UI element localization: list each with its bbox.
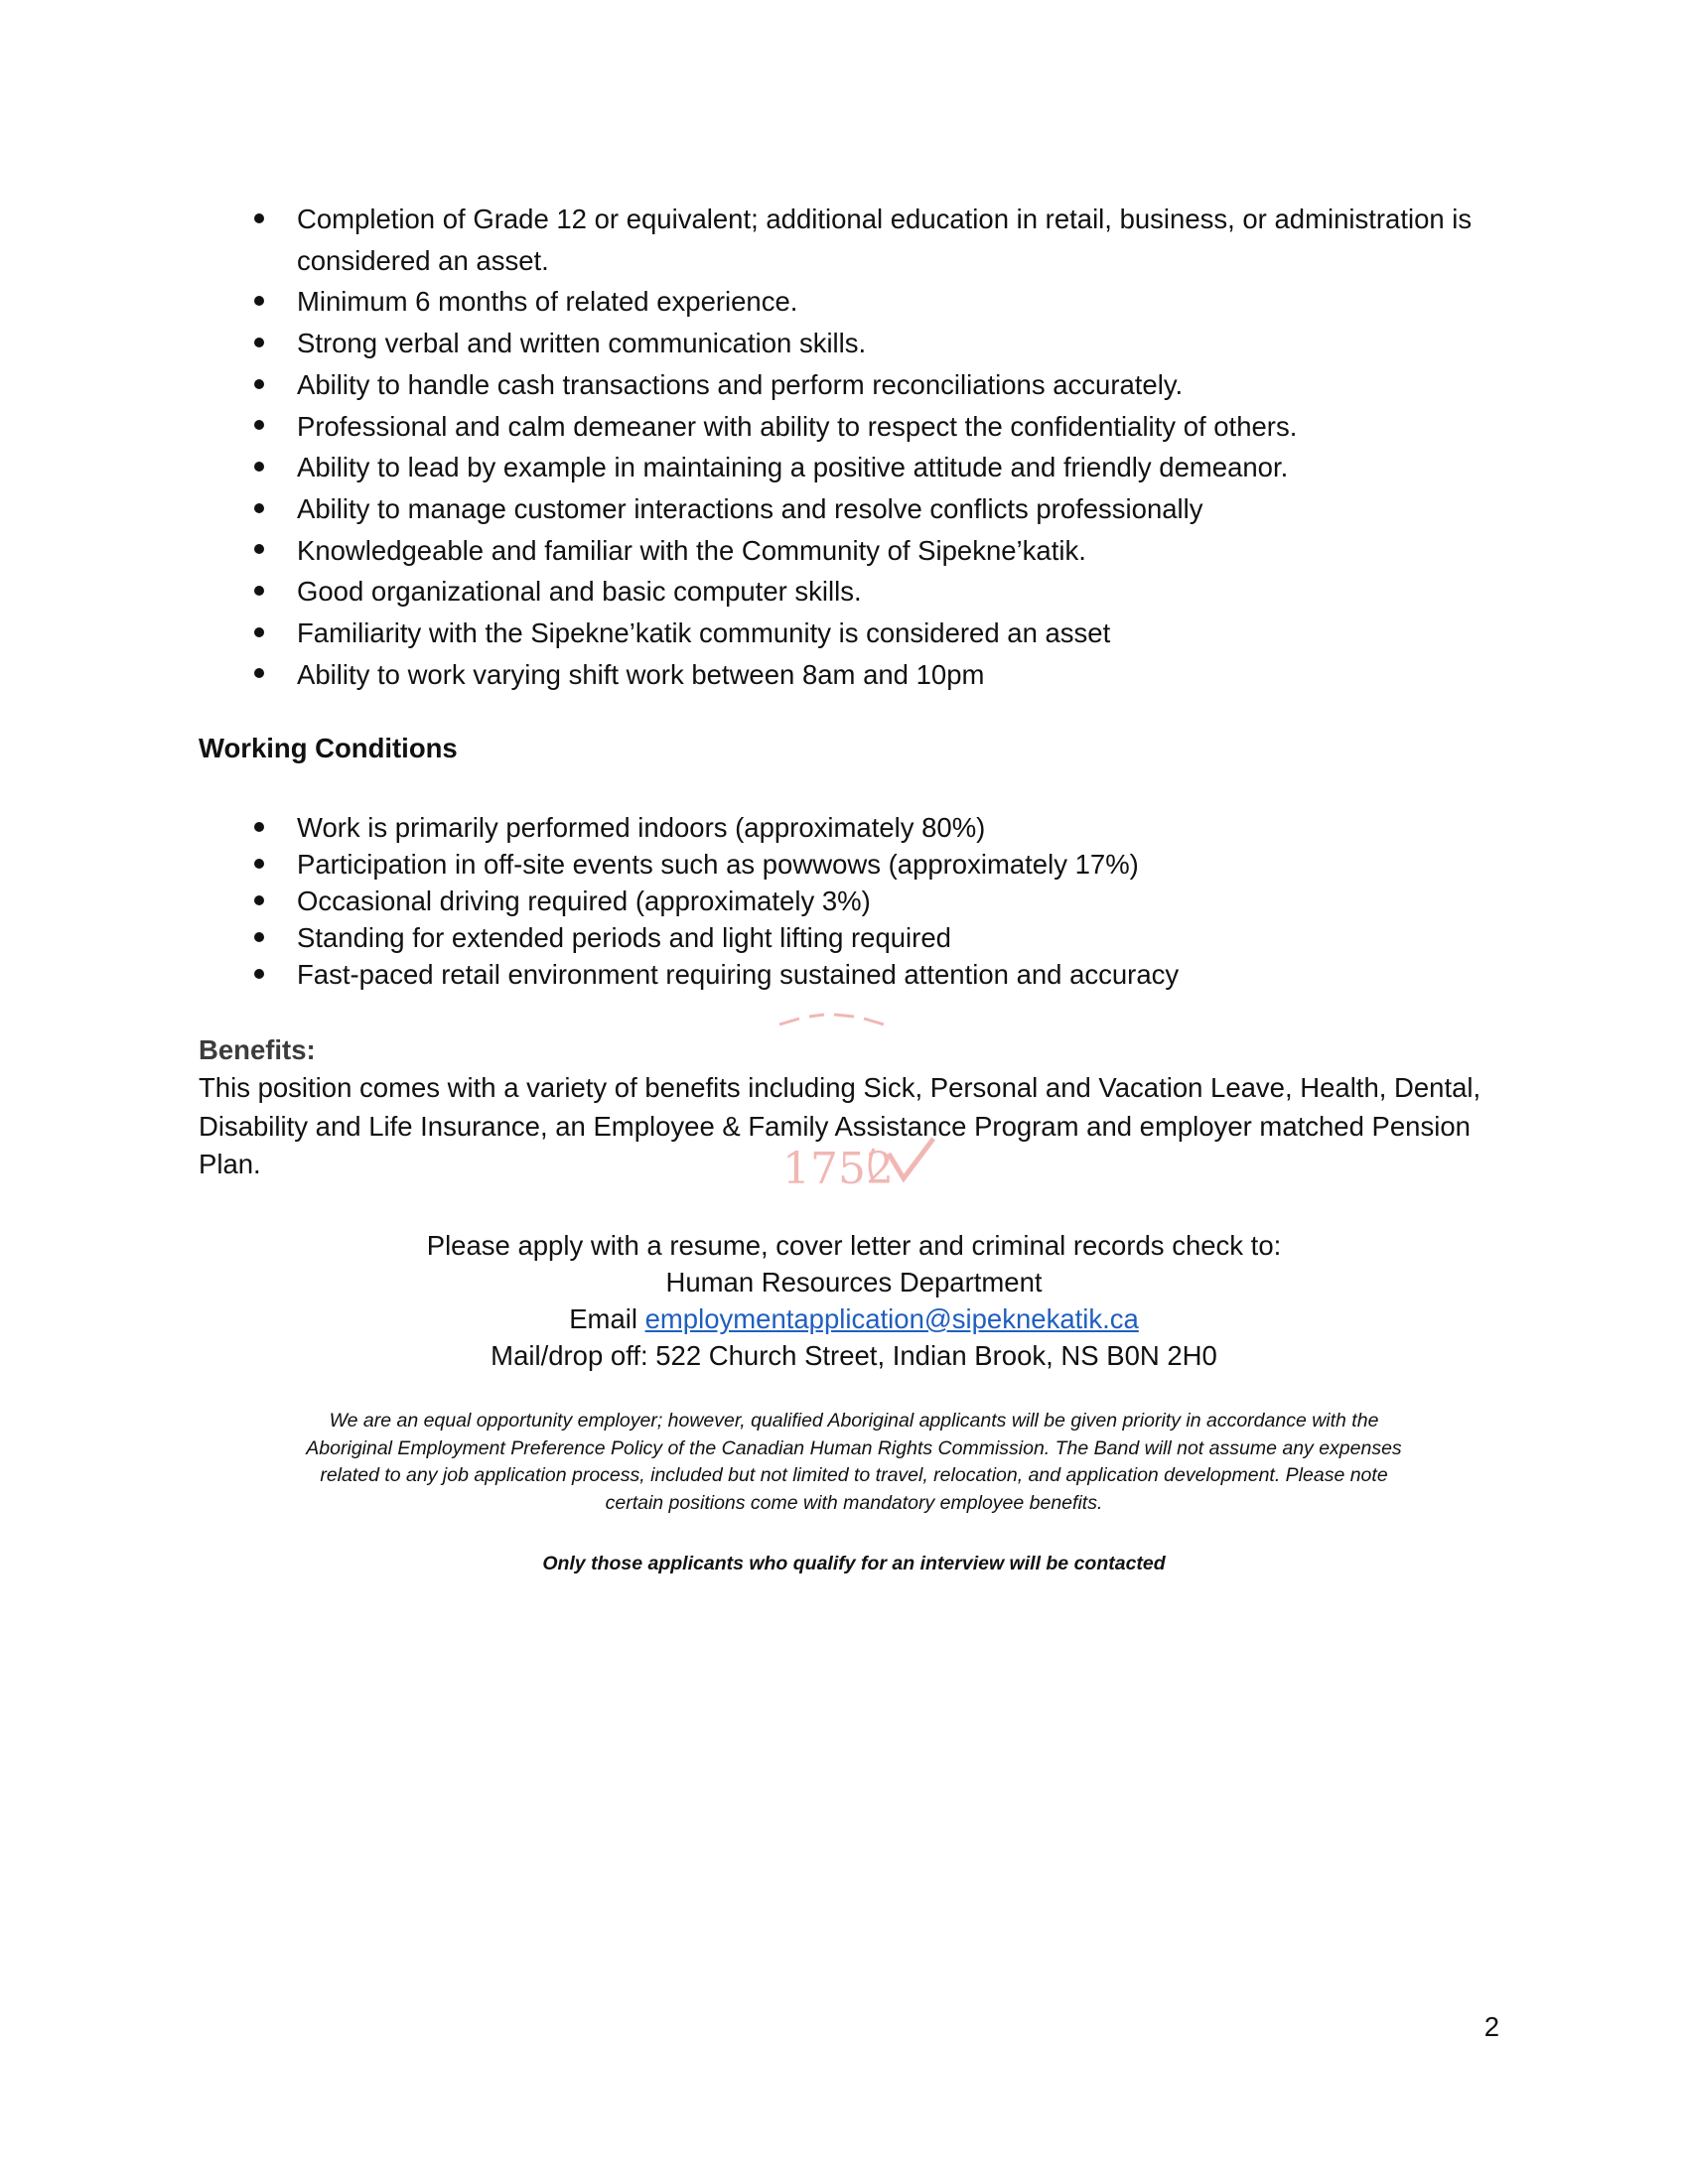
contact-block [298,1227,1410,1374]
bullet-icon [249,654,269,696]
list-item-text: Ability to manage customer interactions and resolve conflicts professionally [297,492,1203,524]
email-link[interactable]: employmentapplication@sipeknekatik.ca [644,1303,1139,1334]
equal-opportunity-disclaimer: We are an equal opportunity employer; however, qualified Aboriginal applicants will be given priority in accordance with the Aboriginal Employment Preference Policy of the Canadian Human Rights Commission. The Band will not assume any expenses related to any job application process, included but not limited to travel, relocation, and application development. Please note certain positions come with mandatory employee benefits. [306,1410,1402,1514]
department-name: Human Resources Department [665,1267,1043,1297]
mail-address: Mail/drop off: 522 Church Street, Indian Brook, NS B0N 2H0 [491,1340,1217,1371]
list-item-text: Fast-paced retail environment requiring sustained attention and accuracy [297,959,1180,990]
list-item-text: Ability to lead by example in maintaining a positive attitude and friendly demeanor. [297,452,1289,483]
list-item-text: Ability to work varying shift work between 8am and 10pm [297,658,985,690]
list-item [199,199,1499,281]
page-number: 2 [1483,2011,1499,2042]
list-item-text: Work is primarily performed indoors (approximately 80%) [297,812,986,843]
bullet-icon [249,447,269,488]
list-item-text: Occasional driving required (approximately 3%) [297,886,871,916]
bullet-icon [249,530,269,572]
list-item [199,883,1499,919]
list-item-text: Participation in off-site events such as powwows (approximately 17%) [297,849,1139,880]
working-conditions-list [199,809,1499,993]
list-item [199,956,1499,993]
list-item [199,919,1499,956]
email-line [298,1300,1410,1337]
bullet-icon [249,571,269,613]
benefits-heading: Benefits: [199,1034,316,1065]
bullet-icon [249,323,269,364]
list-item [199,809,1499,846]
list-item [199,364,1499,406]
list-item [199,571,1499,613]
contact-notice: Only those applicants who qualify for an interview will be contacted [542,1553,1166,1574]
list-item [199,323,1499,364]
list-item-text: Minimum 6 months of related experience. [297,286,798,318]
bullet-icon [249,613,269,654]
bullet-icon [249,919,269,956]
bullet-icon [249,281,269,323]
list-item-text: Standing for extended periods and light lifting required [297,922,951,953]
working-conditions-heading: Working Conditions [199,733,458,763]
qualifications-list [199,199,1499,695]
list-item [199,488,1499,530]
bullet-icon [249,488,269,530]
list-item [199,406,1499,448]
bullet-icon [249,364,269,406]
bullet-icon [249,809,269,846]
list-item-text: Knowledgeable and familiar with the Community of Sipekne’katik. [297,534,1086,566]
list-item [199,846,1499,883]
list-item-text: Good organizational and basic computer skills. [297,576,862,608]
list-item [199,530,1499,572]
bullet-icon [249,199,269,240]
bullet-icon [249,846,269,883]
apply-instructions: Please apply with a resume, cover letter and criminal records check to: [426,1230,1282,1261]
benefits-paragraph: This position comes with a variety of benefits including Sick, Personal and Vacation Leave, Health, Dental, Disability and Life Insurance, an Employee & Family Assistance Program and employer matched Pension Plan. [199,1072,1481,1179]
list-item [199,281,1499,323]
list-item-text: Completion of Grade 12 or equivalent; additional education in retail, business, or administration is considered an asset. [297,204,1473,276]
bullet-icon [249,883,269,919]
list-item-text: Professional and calm demeaner with ability to respect the confidentiality of others. [297,410,1298,442]
list-item-text: Ability to handle cash transactions and perform reconciliations accurately. [297,368,1184,400]
list-item [199,613,1499,654]
list-item [199,654,1499,696]
email-label: Email [569,1303,637,1334]
list-item-text: Familiarity with the Sipekne’katik community is considered an asset [297,617,1111,649]
watermark-year: 1752 [782,1144,894,1194]
list-item-text: Strong verbal and written communication skills. [297,328,867,359]
bullet-icon [249,406,269,448]
list-item [199,447,1499,488]
bullet-icon [249,956,269,993]
